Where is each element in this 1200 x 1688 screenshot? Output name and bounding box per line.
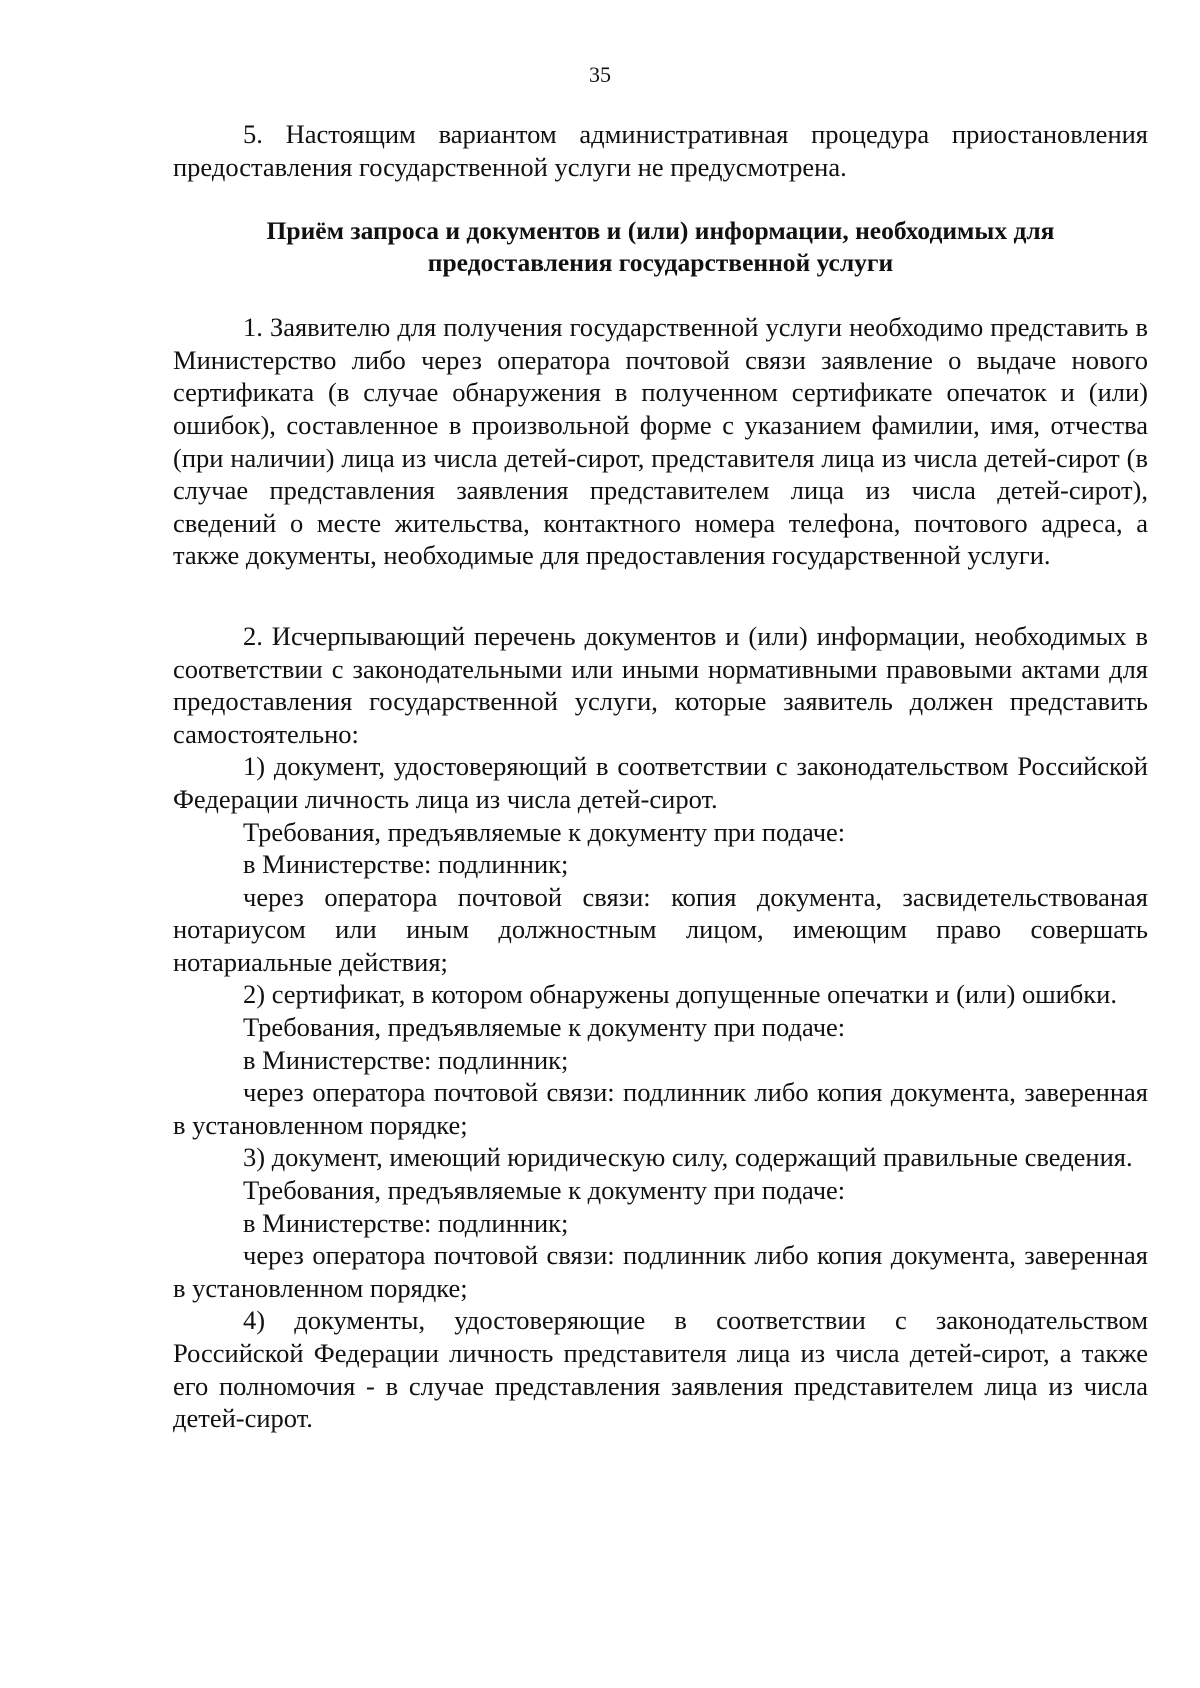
- list-item-legal-document: 3) документ, имеющий юридическую силу, содержащий правильные сведения.: [243, 1142, 1133, 1173]
- document-body: [173, 118, 1148, 1435]
- list-item-representative-documents: 4) документы, удостоверяющие в соответствии с законодательством Российской Федерации личность представителя лица из числа детей-сирот, а также его полномочия - в случае представления заявления представителем лица из числа детей-сирот.: [173, 1305, 1148, 1434]
- requirement-postal: через оператора почтовой связи: подлинник либо копия документа, заверенная в установленном порядке;: [173, 1077, 1148, 1140]
- requirement-ministry: в Министерстве: подлинник;: [243, 1207, 569, 1238]
- requirement-postal: через оператора почтовой связи: подлинник либо копия документа, заверенная в установленном порядке;: [173, 1240, 1148, 1303]
- requirements-heading: Требования, предъявляемые к документу при подаче:: [243, 1012, 846, 1043]
- requirement-postal: через оператора почтовой связи: копия документа, засвидетельствованая нотариусом или иным должностным лицом, имеющим право совершать нотариальные действия;: [173, 881, 1148, 977]
- requirement-ministry: в Министерстве: подлинник;: [243, 849, 569, 880]
- list-item-certificate: 2) сертификат, в котором обнаружены допущенные опечатки и (или) ошибки.: [243, 979, 1117, 1010]
- section-heading-line-2: предоставления государственной услуги: [427, 248, 894, 278]
- list-item-document-identity: 1) документ, удостоверяющий в соответствии с законодательством Российской Федерации личность лица из числа детей-сирот.: [173, 751, 1148, 814]
- requirements-heading: Требования, предъявляемые к документу при подаче:: [243, 816, 846, 847]
- page-number: 35: [589, 62, 611, 87]
- section-heading-line-1: Приём запроса и документов и (или) информации, необходимых для: [266, 216, 1055, 246]
- section-heading: [173, 215, 1148, 279]
- requirements-heading: Требования, предъявляемые к документу при подаче:: [243, 1175, 846, 1206]
- intro-paragraph: 5. Настоящим вариантом административная процедура приостановления предоставления государственной услуги не предусмотрена.: [173, 119, 1148, 182]
- requirement-ministry: в Министерстве: подлинник;: [243, 1044, 569, 1075]
- paragraph-item-2: 2. Исчерпывающий перечень документов и (или) информации, необходимых в соответствии с законодательными или иными нормативными правовыми актами для предоставления государственной услуги, которые заявитель должен представить самостоятельно:: [173, 620, 1148, 749]
- paragraph-item-1: 1. Заявителю для получения государственной услуги необходимо представить в Министерство либо через оператора почтовой связи заявление о выдаче нового сертификата (в случае обнаружения в полученном сертификате опечаток и (или) ошибок), составленное в произвольной форме с указанием фамилии, имя, отчества (при наличии) лица из числа детей-сирот, представителя лица из числа детей-сирот (в случае представления заявления представителем лица из числа детей-сирот), сведений о месте жительства, контактного номера телефона, почтового адреса, а также документы, необходимые для предоставления государственной услуги.: [173, 312, 1148, 571]
